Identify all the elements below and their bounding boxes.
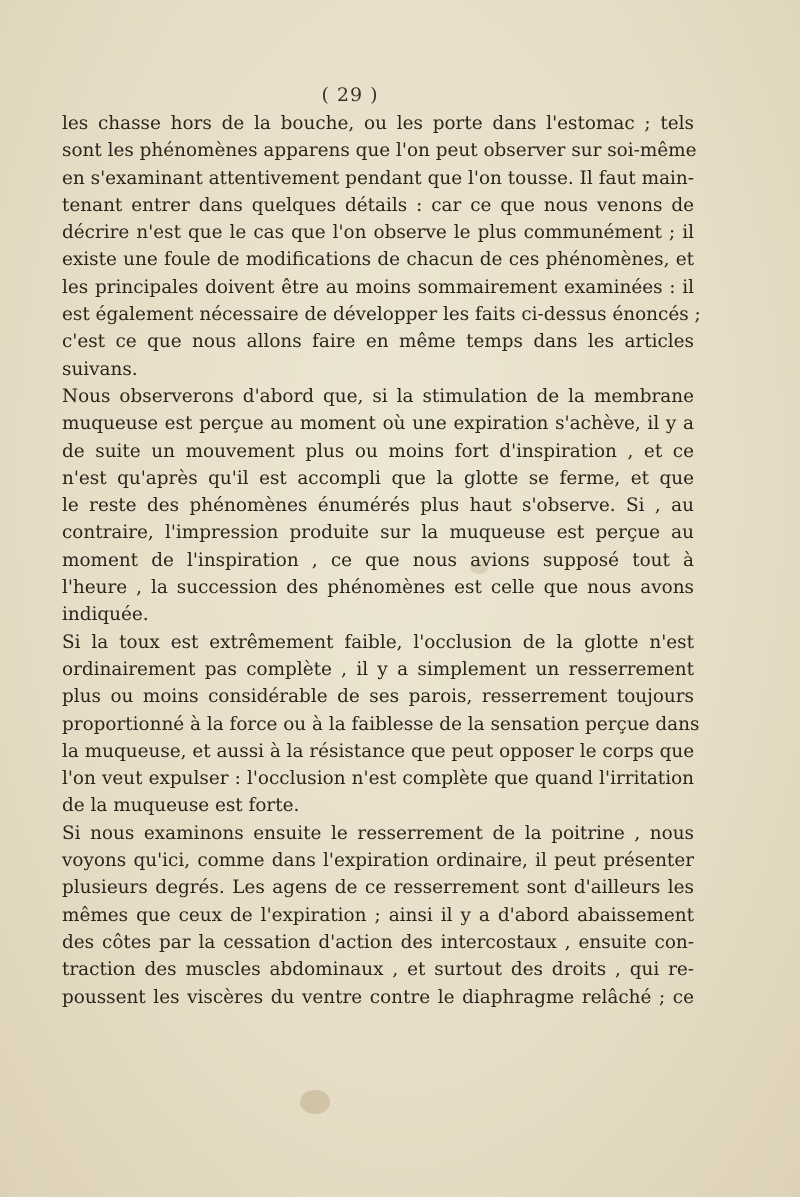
text-line: Nous observerons d'abord que, si la stimulation de la membrane <box>62 385 694 407</box>
text-line: sont les phénomènes apparens que l'on peut observer sur soi-même <box>62 140 697 162</box>
text-line: traction des muscles abdominaux , et surtout des droits , qui re- <box>62 959 694 981</box>
text-line: proportionné à la force ou à la faiblesse de la sensation perçue dans <box>62 713 700 735</box>
text-line: poussent les viscères du ventre contre le diaphragme relâché ; ce <box>62 986 694 1008</box>
text-line: tenant entrer dans quelques détails : car ce que nous venons de <box>62 194 694 216</box>
text-line: Si nous examinons ensuite le resserrement de la poitrine , nous <box>62 822 694 844</box>
text-line: l'on veut expulser : l'occlusion n'est complète que quand l'irritation <box>62 768 694 790</box>
text-line: voyons qu'ici, comme dans l'expiration ordinaire, il peut présenter <box>62 850 694 872</box>
text-line: l'heure , la succession des phénomènes est celle que nous avons <box>62 577 694 599</box>
text-line: suivans. <box>62 358 138 380</box>
page-number: ( 29 ) <box>321 84 379 106</box>
text-line: mêmes que ceux de l'expiration ; ainsi il y a d'abord abaissement <box>62 904 694 926</box>
text-line: c'est ce que nous allons faire en même temps dans les articles <box>62 331 694 353</box>
text-line: les principales doivent être au moins sommairement examinées : il <box>62 276 694 298</box>
paper-stain <box>300 1090 330 1114</box>
body-text <box>62 110 701 1011</box>
text-line: existe une foule de modifications de chacun de ces phénomènes, et <box>62 249 694 271</box>
text-line: muqueuse est perçue au moment où une expiration s'achève, il y a <box>62 413 694 435</box>
text-line: les chasse hors de la bouche, ou les porte dans l'estomac ; tels <box>62 113 694 134</box>
text-line: le reste des phénomènes énumérés plus haut s'observe. Si , au <box>62 495 694 517</box>
text-line: décrire n'est que le cas que l'on observe le plus communément ; il <box>62 222 694 244</box>
text-line: la muqueuse, et aussi à la résistance que peut opposer le corps que <box>62 740 695 762</box>
text-line: moment de l'inspiration , ce que nous avions supposé tout à <box>62 549 694 571</box>
text-line: n'est qu'après qu'il est accompli que la glotte se ferme, et que <box>62 467 694 489</box>
text-line: ordinairement pas complète , il y a simplement un resserrement <box>62 658 694 680</box>
text-line: des côtes par la cessation d'action des intercostaux , ensuite con- <box>62 931 694 953</box>
text-line: Si la toux est extrêmement faible, l'occlusion de la glotte n'est <box>62 631 694 653</box>
text-line: plus ou moins considérable de ses parois, resserrement toujours <box>62 686 694 708</box>
text-line: en s'examinant attentivement pendant que l'on tousse. Il faut main- <box>62 167 694 189</box>
text-line: de suite un mouvement plus ou moins fort d'inspiration , et ce <box>62 440 694 462</box>
text-line: contraire, l'impression produite sur la muqueuse est perçue au <box>62 522 694 544</box>
text-line: plusieurs degrés. Les agens de ce resserrement sont d'ailleurs les <box>62 877 694 899</box>
text-line: est également nécessaire de développer les faits ci-dessus énoncés ; <box>62 304 701 326</box>
text-line: de la muqueuse est forte. <box>62 795 300 817</box>
text-line: indiquée. <box>62 604 149 626</box>
